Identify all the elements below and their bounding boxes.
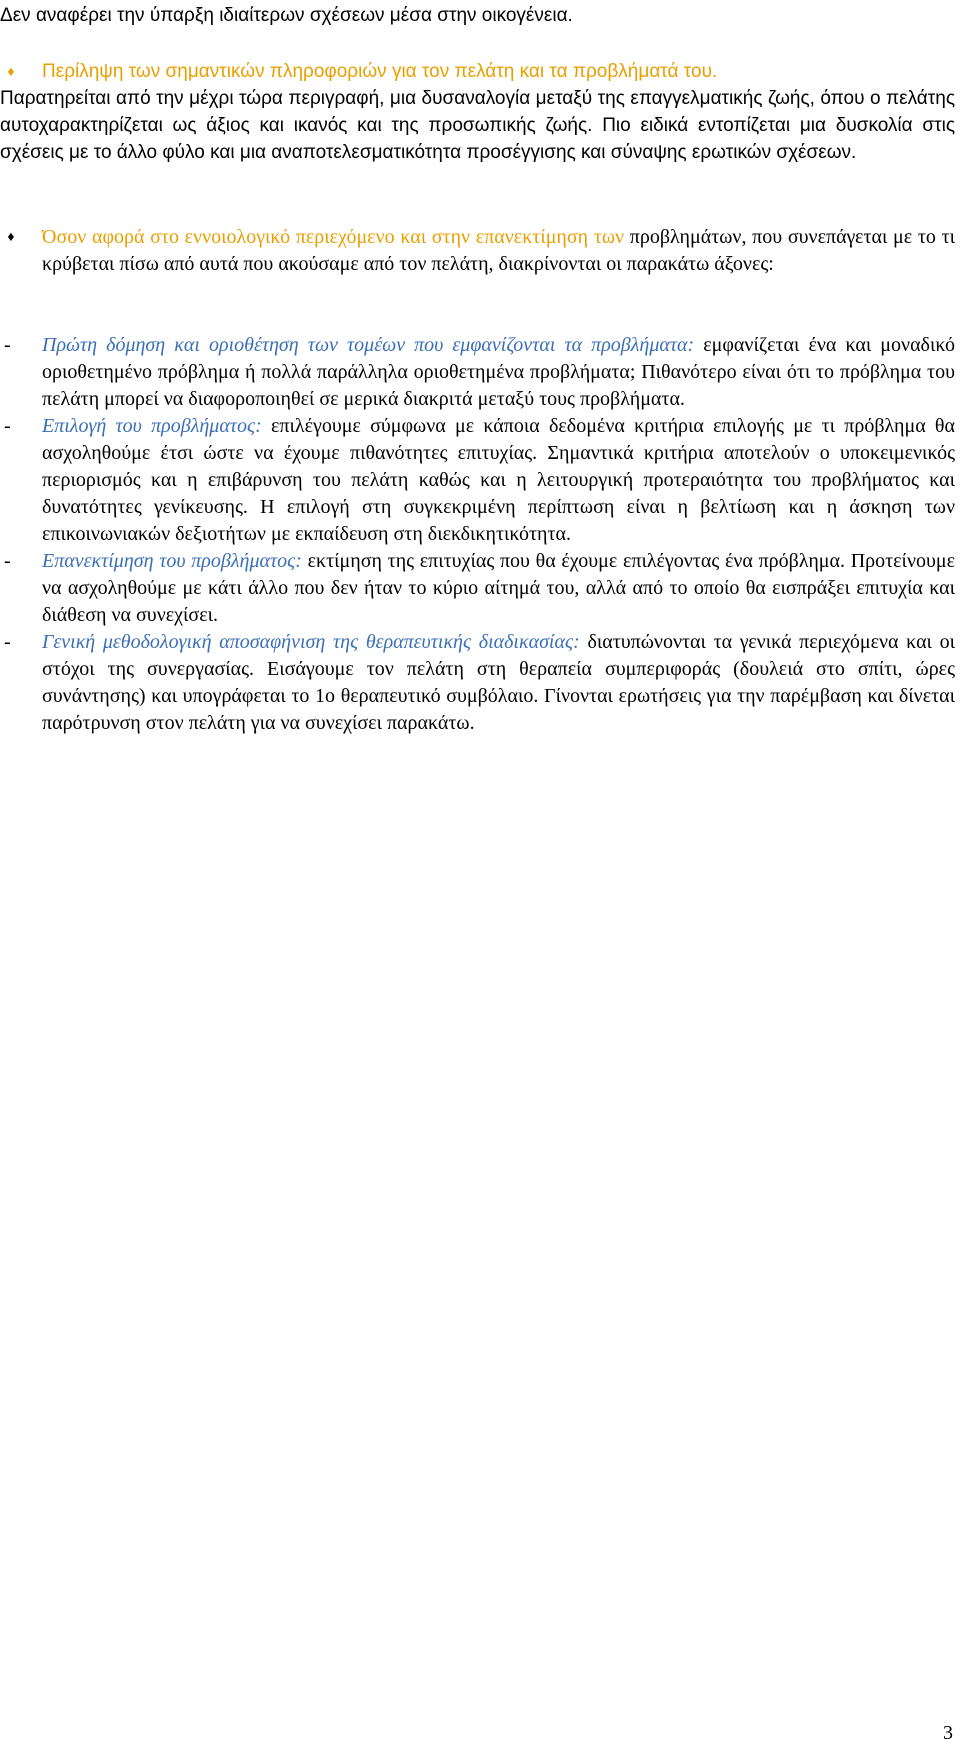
item-text: επιλέγουμε σύμφωνα με κάποια δεδομένα κριτήρια επιλογής με τι πρόβλημα θα ασχοληθούμε έτσι ώστε να έχουμε πιθανότητες επιτυχίας. Σημαντικά κριτήρια αποτελούν ο υποκειμενικός περιορισμός και η επιβάρυνση του πελάτη καθώς και η λειτουργική προτεραιότητα του προβλήματος και δυνατότητες γενίκευσης. Η επιλογή στη συγκεκριμένη περίπτωση είναι η βελτίωση και η άσκηση των επικοινωνιακών δεξιοτήτων με εκπαίδευση στη διεκδικητικότητα.: [42, 415, 955, 545]
item-title: Επιλογή του προβλήματος:: [42, 415, 262, 437]
item-text: εμφανίζεται ένα και μοναδικό οριοθετημένο πρόβλημα ή πολλά παράλληλα οριοθετημένα προβλήματα; Πιθανότερο είναι ότι το πρόβλημα του πελάτη μπορεί να διαφοροποιηθεί σε μερικά διακριτά μεταξύ τους προβλήματα.: [42, 334, 955, 410]
concepts-section: [0, 224, 955, 278]
dash-marker: -: [4, 631, 11, 653]
item-title: Επανεκτίμηση του προβλήματος:: [42, 550, 302, 572]
concepts-paragraph: [0, 224, 955, 278]
summary-section: [0, 58, 955, 166]
item-title: Γενική μεθοδολογική αποσαφήνιση της θεραπευτικής διαδικασίας:: [42, 631, 580, 653]
item-text: εκτίμηση της επιτυχίας που θα έχουμε επιλέγοντας ένα πρόβλημα. Προτείνουμε να ασχοληθούμε με κάτι άλλο που δεν ήταν το κύριο αίτημά του, αλλά από το οποίο θα εισπράξει επιτυχία και διάθεση να συνεχίσει.: [42, 550, 956, 626]
list-item: [0, 548, 955, 629]
list-item: [0, 332, 955, 413]
dash-marker: -: [4, 415, 11, 437]
axes-list: [0, 332, 955, 737]
summary-heading: Περίληψη των σημαντικών πληροφοριών για τον πελάτη και τα προβλήματά του.: [42, 61, 718, 82]
list-item: [0, 629, 955, 737]
intro-line: Δεν αναφέρει την ύπαρξη ιδιαίτερων σχέσεων μέσα στην οικογένεια.: [0, 5, 573, 26]
diamond-bullet-icon: ♦: [7, 230, 15, 245]
item-text: διατυπώνονται τα γενικά περιεχόμενα και οι στόχοι της συνεργασίας. Εισάγουμε τον πελάτη στη θεραπεία συμπεριφοράς (δουλειά στο σπίτι, ώρες συνάντησης) και υπογράφεται το 1ο θεραπευτικό συμβόλαιο. Γίνονται ερωτήσεις για την παρέμβαση και δίνεται παρότρυνση στον πελάτη για να συνεχίσει παρακάτω.: [42, 631, 955, 734]
summary-heading-line: [0, 58, 955, 85]
concepts-text: προβλημάτων, που συνεπάγεται με το τι κρύβεται πίσω από αυτά που ακούσαμε από τον πελάτη, διακρίνονται οι παρακάτω άξονες:: [42, 226, 955, 275]
diamond-bullet-icon: ♦: [7, 63, 15, 79]
dash-marker: -: [4, 334, 11, 356]
dash-marker: -: [4, 550, 11, 572]
page-number: 3: [943, 1722, 953, 1744]
concepts-highlight: Όσον αφορά στο εννοιολογικό περιεχόμενο και στην επανεκτίμηση των: [42, 226, 625, 248]
list-item: [0, 413, 955, 548]
summary-body: Παρατηρείται από την μέχρι τώρα περιγραφή, μια δυσαναλογία μεταξύ της επαγγελματικής ζωής, όπου ο πελάτης αυτοχαρακτηρίζεται ως άξιος και ικανός και της προσωπικής ζωής. Πιο ειδικά εντοπίζεται μια δυσκολία στις σχέσεις με το άλλο φύλο και μια αναποτελεσματικότητα προσέγγισης και σύναψης ερωτικών σχέσεων.: [0, 88, 955, 163]
item-title: Πρώτη δόμηση και οριοθέτηση των τομέων που εμφανίζονται τα προβλήματα:: [42, 334, 695, 356]
